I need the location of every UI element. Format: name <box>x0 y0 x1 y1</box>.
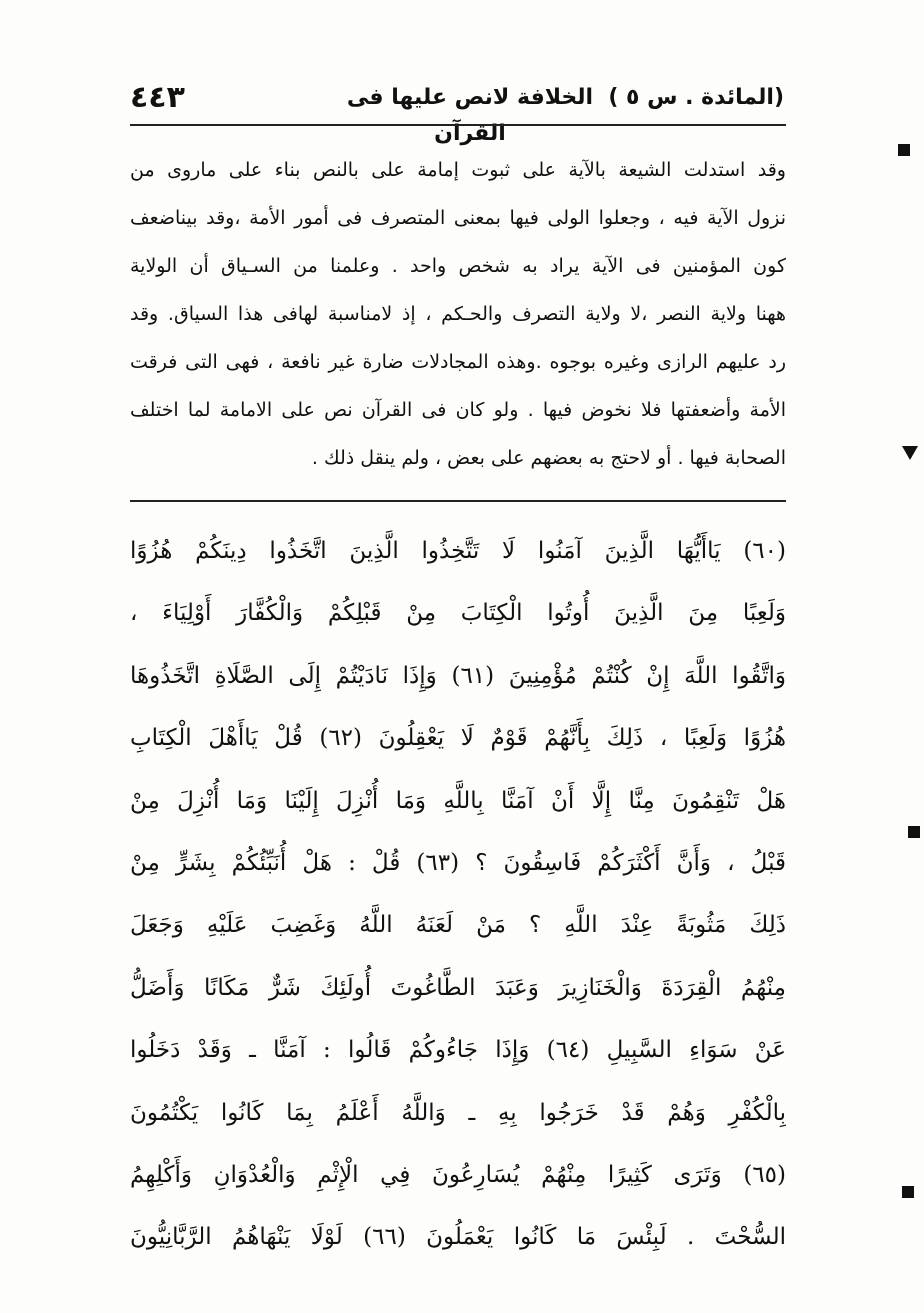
verse-line: ذَلِكَ مَثُوبَةً عِنْدَ اللَّهِ ؟ مَنْ لَعَنَهُ اللَّهُ وَغَضِبَ عَلَيْهِ وَجَعَلَ <box>130 912 786 939</box>
commentary-line: ههنا ولاية النصر ،لا ولاية التصرف والحـكم ، إذ لامناسبة لهافى هذا السياق. وقد <box>130 303 786 325</box>
verse-line: قَبْلُ ، وَأَنَّ أَكْثَرَكُمْ فَاسِقُونَ ؟ (٦٣) قُلْ : هَلْ أُنَبِّئُكُمْ بِشَرٍّ مِنْ <box>130 849 786 876</box>
verse-line: هَلْ تَنْقِمُونَ مِنَّا إِلَّا أَنْ آمَنَّا بِاللَّهِ وَمَا أُنْزِلَ إِلَيْنَا وَمَا أُنْزِلَ مِنْ <box>130 787 786 814</box>
scan-binding-mark <box>902 446 918 460</box>
page-number: ٤٤٣ <box>130 80 185 115</box>
commentary-line: وقد استدلت الشيعة بالآية على ثبوت إمامة على بالنص بناء على ماروى من <box>130 159 786 181</box>
commentary-line: الصحابة فيها . أو لاحتج به بعضهم على بعض ، ولم ينقل ذلك . <box>311 447 786 469</box>
verse-line: وَلَعِبًا مِنَ الَّذِينَ أُوتُوا الْكِتَابَ مِنْ قَبْلِكُمْ وَالْكُفَّارَ أَوْلِيَاءَ ، <box>130 600 786 627</box>
verse-line: مِنْهُمُ الْقِرَدَةَ وَالْخَنَازِيرَ وَعَبَدَ الطَّاغُوتَ أُولَئِكَ شَرٌّ مَكَانًا وَأَضَلُّ <box>130 974 786 1001</box>
commentary-line: الأمة وأضعفتها فلا نخوض فيها . ولو كان فى القرآن نص على الامامة لما اختلف <box>130 399 786 421</box>
commentary-line: رد عليهم الرازى وغيره بوجوه .وهذه المجادلات ضارة غير نافعة ، فهى التى فرقت <box>130 351 786 373</box>
verse-line: السُّحْتَ . لَبِئْسَ مَا كَانُوا يَعْمَلُونَ (٦٦) لَوْلَا يَنْهَاهُمُ الرَّبَّانِيُّونَ <box>130 1224 786 1251</box>
page-header <box>130 78 784 146</box>
verse-line: هُزُوًا وَلَعِبًا ، ذَلِكَ بِأَنَّهُمْ قَوْمٌ لَا يَعْقِلُونَ (٦٢) قُلْ يَاأَهْلَ الْكِتَابِ <box>130 725 786 752</box>
verse-line: وَاتَّقُوا اللَّهَ إِنْ كُنْتُمْ مُؤْمِنِينَ (٦١) وَإِذَا نَادَيْتُمْ إِلَى الصَّلَاةِ اتَّخَذُوهَا <box>130 662 786 689</box>
header-rule <box>130 124 786 126</box>
verse-line: عَنْ سَوَاءِ السَّبِيلِ (٦٤) وَإِذَا جَاءُوكُمْ قَالُوا : آمَنَّا ـ وَقَدْ دَخَلُوا <box>130 1037 786 1064</box>
verse-line: بِالْكُفْرِ وَهُمْ قَدْ خَرَجُوا بِهِ ـ وَاللَّهُ أَعْلَمُ بِمَا كَانُوا يَكْتُمُونَ <box>130 1099 786 1126</box>
commentary-line: نزول الآية فيه ، وجعلوا الولى فيها بمعنى المتصرف فى أمور الأمة ،وقد بيناضعف <box>130 207 786 229</box>
scan-binding-mark <box>902 1186 914 1198</box>
commentary-block <box>130 146 786 482</box>
commentary-line: كون المؤمنين فى الآية يراد به شخص واحد . وعلمنا من السـياق أن الولاية <box>130 255 786 277</box>
scan-binding-mark <box>898 144 910 156</box>
surah-reference: (المائدة . س ٥ ) <box>608 85 784 110</box>
quran-text-block <box>130 520 786 1269</box>
scan-binding-mark <box>908 826 920 838</box>
running-title: الخلافة لانص عليها فى القرآن <box>346 85 594 146</box>
verse-line: (٦٥) وَتَرَى كَثِيرًا مِنْهُمْ يُسَارِعُونَ فِي الْإِثْمِ وَالْعُدْوَانِ وَأَكْلِهِمُ <box>130 1161 786 1188</box>
verse-line: (٦٠) يَاأَيُّهَا الَّذِينَ آمَنُوا لَا تَتَّخِذُوا الَّذِينَ اتَّخَذُوا دِينَكُمْ هُزُوًا <box>130 538 786 564</box>
section-divider <box>130 500 786 502</box>
